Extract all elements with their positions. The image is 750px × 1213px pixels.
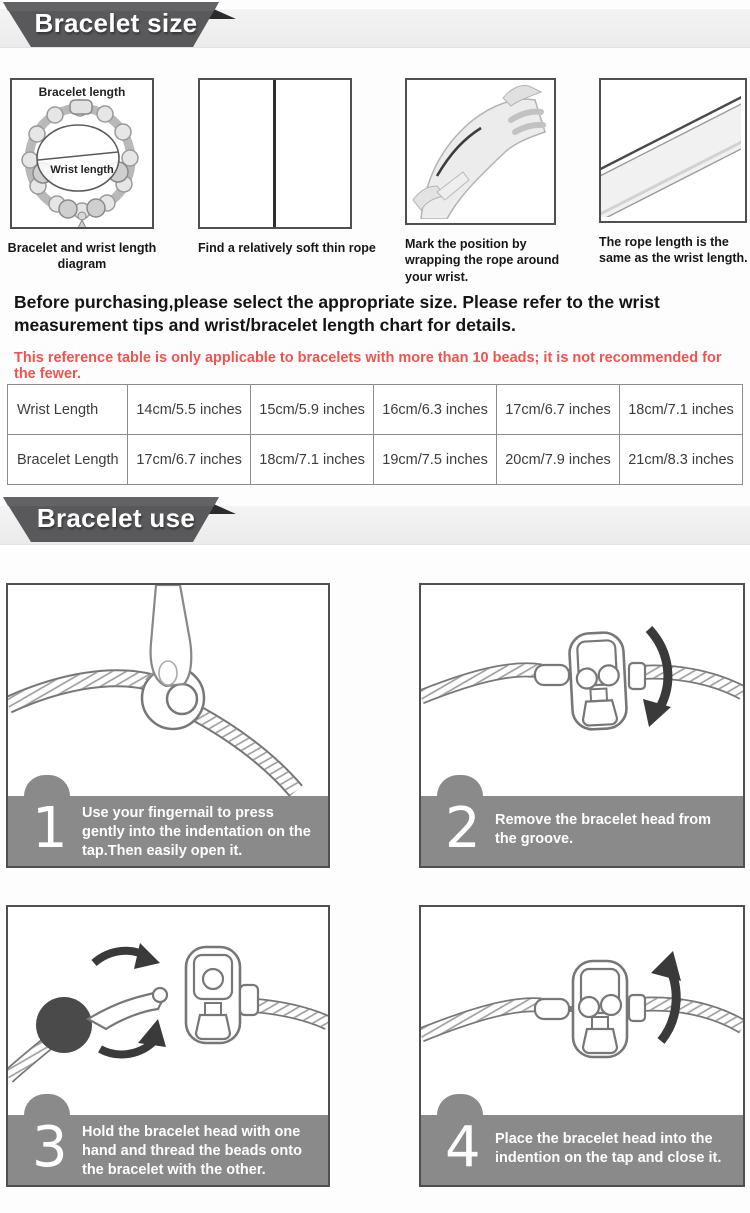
table-cell: 20cm/7.9 inches	[497, 435, 620, 485]
measure-step-diagram	[6, 78, 158, 273]
figure-caption: Bracelet and wrist length diagram	[7, 241, 157, 272]
table-cell: 15cm/5.9 inches	[251, 385, 374, 435]
table-cell: 17cm/6.7 inches	[497, 385, 620, 435]
bracelet-head	[573, 961, 627, 1057]
reference-warning-text: This reference table is only applicable to bracelets with more than 10 beads; it is not recommended for the fewer.	[14, 350, 722, 382]
step-number: 4	[445, 1115, 481, 1180]
measure-step-ruler	[599, 78, 749, 267]
charm-bracelet-drawing	[12, 80, 152, 227]
bracelet-length-label: Bracelet length	[38, 85, 126, 99]
row-label: Bracelet Length	[8, 435, 128, 485]
step-2-illustration	[421, 585, 743, 796]
bracelet-head	[569, 632, 628, 731]
step-caption-bar	[421, 796, 743, 866]
step-3-illustration	[8, 907, 328, 1115]
step-caption-bar	[8, 796, 328, 866]
table-cell: 21cm/8.3 inches	[619, 435, 742, 485]
step-number: 2	[445, 796, 481, 861]
step-4-illustration	[421, 907, 743, 1115]
step-number: 1	[32, 796, 68, 861]
figure-caption: Find a relatively soft thin rope	[198, 241, 376, 255]
use-step-panel-3	[6, 905, 330, 1187]
step-text: Hold the bracelet head with one hand and thread the beads onto the bracelet with the other.	[82, 1124, 302, 1179]
figure-caption: Mark the position by wrapping the rope around your wrist.	[405, 237, 560, 284]
finger	[151, 585, 192, 686]
wrist-wrap-image	[405, 78, 556, 225]
row-label: Wrist Length	[8, 385, 128, 435]
table-cell: 19cm/7.5 inches	[374, 435, 497, 485]
bracelet-use-banner	[0, 495, 242, 545]
bracelet-size-banner	[0, 0, 242, 50]
table-row	[8, 435, 743, 485]
table-cell: 17cm/6.7 inches	[128, 435, 251, 485]
size-table	[7, 384, 743, 485]
measure-step-wrap	[405, 78, 567, 285]
table-cell: 16cm/6.3 inches	[374, 385, 497, 435]
measure-step-rope	[198, 78, 374, 256]
step-caption-bar	[8, 1115, 328, 1185]
use-step-panel-2	[419, 583, 745, 868]
table-cell: 14cm/5.5 inches	[128, 385, 251, 435]
table-row	[8, 385, 743, 435]
table-cell: 18cm/7.1 inches	[251, 435, 374, 485]
use-step-panel-1	[6, 583, 330, 868]
step-number: 3	[32, 1115, 68, 1180]
rope-line	[273, 80, 276, 227]
section-title: Bracelet use	[36, 503, 196, 533]
wrist-length-label: Wrist length	[50, 164, 114, 176]
bracelet-head	[186, 947, 258, 1043]
step-text: Place the bracelet head into the indention on the tap and close it.	[495, 1131, 722, 1167]
table-cell: 18cm/7.1 inches	[619, 385, 742, 435]
bracelet-diagram-image	[10, 78, 154, 229]
step-caption-bar	[421, 1115, 743, 1185]
section-title: Bracelet size	[34, 8, 198, 38]
bead	[36, 997, 92, 1053]
use-step-panel-4	[419, 905, 745, 1187]
step-text: Remove the bracelet head from the groove.	[495, 812, 711, 848]
purchase-note-text: Before purchasing,please select the appropriate size. Please refer to the wrist measurement tips and wrist/bracelet length chart for details.	[14, 292, 660, 336]
ruler-drawing	[601, 80, 741, 217]
rotate-arrow-icon	[651, 951, 681, 1041]
step-text: Use your fingernail to press gently into the indentation on the tap.Then easily open it.	[82, 805, 311, 860]
step-1-illustration	[8, 585, 328, 796]
rope-image	[198, 78, 352, 229]
hand-wrist-drawing	[407, 80, 550, 219]
ruler-image	[599, 78, 747, 223]
figure-caption: The rope length is the same as the wrist length.	[599, 235, 748, 266]
